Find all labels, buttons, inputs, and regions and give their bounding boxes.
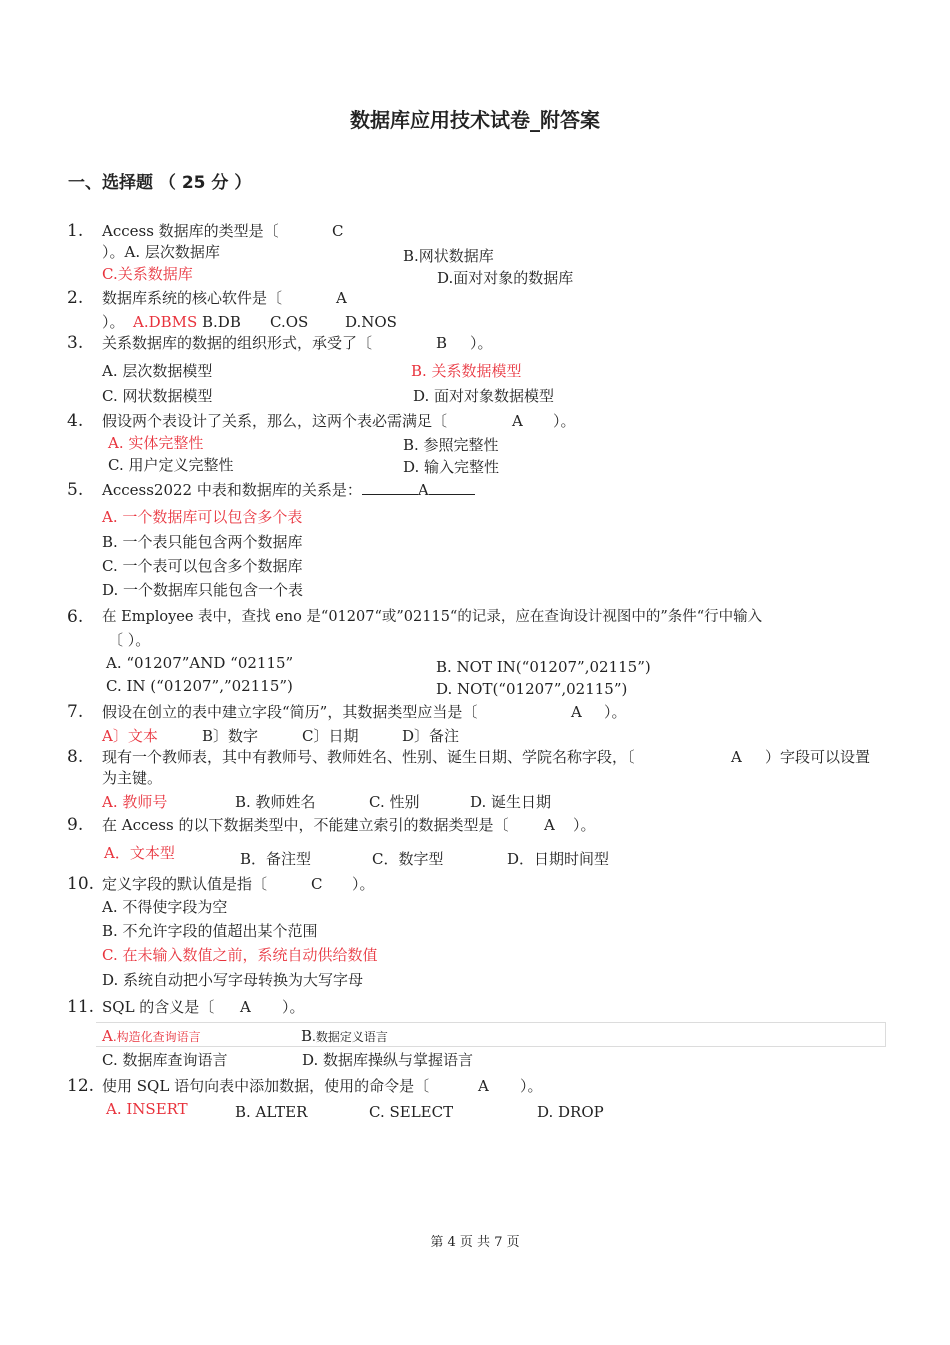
question-number: 12. [67,1076,95,1096]
option-a: A. 教师号 [102,793,168,811]
option-a: A.构造化查询语言 [102,1027,201,1045]
answer-mark: A [336,289,347,307]
option-a: ）。A. 层次数据库 [102,243,220,261]
question-close: ）。 [604,703,627,721]
option-b: B. 关系数据模型 [411,362,522,380]
section-heading: 一、选择题 （ 25 分 ） [68,173,252,193]
option-b: B．备注型 [240,850,312,868]
option-a: A. “01207”AND “02115” [106,654,294,672]
page-title: 数据库应用技术试卷_附答案 [350,108,600,132]
option-d: D. 诞生日期 [470,793,552,811]
option-a: A. 层次数据模型 [102,362,213,380]
option-a: A. 一个数据库可以包含多个表 [102,508,303,526]
option-b: B. 教师姓名 [235,793,316,811]
question-close: ）。 [553,412,576,430]
question-number: 2. [67,288,84,308]
question-stem: 定义字段的默认值是指〔 [102,875,268,893]
answer-mark: A [417,481,429,499]
option-c: C．数字型 [372,850,444,868]
option-a: A. 不得使字段为空 [102,898,228,916]
question-number: 3. [67,333,84,353]
question-number: 9. [67,815,84,835]
question-stem: 使用 SQL 语句向表中添加数据，使用的命令是〔 [102,1077,430,1095]
question-stem: Access2022 中表和数据库的关系是： A [102,480,475,500]
option-b: B. 一个表只能包含两个数据库 [102,533,303,551]
option-c: C. 数据库查询语言 [102,1051,228,1069]
question-close: 〔 ）。 [108,631,151,649]
question-number: 4. [67,411,84,431]
option-b: B〕数字 [202,727,259,745]
option-b: B. 不允许字段的值超出某个范围 [102,922,318,940]
option-d: D. 数据库操纵与掌握语言 [302,1051,474,1069]
answer-blank [362,480,418,495]
question-number: 8. [67,747,84,767]
option-c: C. 用户定义完整性 [108,456,234,474]
option-b: B. NOT IN(“01207”,02115”) [436,658,651,676]
option-b: B. ALTER [235,1103,308,1121]
option-d: D.面对对象的数据库 [437,269,574,287]
question-close: ）。 [520,1077,543,1095]
option-a: A〕文本 [102,727,158,745]
question-stem: 假设在创立的表中建立字段“简历”，其数据类型应当是〔 [102,703,478,721]
question-stem: 数据库系统的核心软件是〔 [102,289,283,307]
option-c: C. SELECT [369,1103,454,1121]
option-c: C. IN (“01207”,”02115”) [106,677,293,695]
answer-mark: B [436,334,448,352]
question-close: ）。 [352,875,375,893]
option-d: D. 系统自动把小写字母转换为大写字母 [102,971,364,989]
option-c: C.关系数据库 [102,265,193,283]
question-close: ）。 [282,998,305,1016]
answer-mark: A [512,412,523,430]
option-d: D. 一个数据库只能包含一个表 [102,581,304,599]
option-c: C. 网状数据模型 [102,387,213,405]
option-d: D. 面对对象数据模型 [413,387,555,405]
option-d: D．日期时间型 [507,850,610,868]
question-number: 11. [67,997,95,1017]
answer-mark: A [478,1077,489,1095]
answer-mark: C [332,222,344,240]
answer-mark: A [731,748,742,766]
question-continuation: 为主键。 [102,769,163,787]
option-c: C.OS [270,313,309,331]
table-rule [885,1022,886,1046]
answer-mark: A [571,703,582,721]
question-number: 6. [67,607,84,627]
option-a: A.DBMS [133,313,198,331]
option-a: A．文本型 [104,844,175,862]
option-b: B. 参照完整性 [403,436,499,454]
table-rule [96,1046,886,1047]
question-stem: 假设两个表设计了关系，那么，这两个表必需满足〔 [102,412,448,430]
answer-mark: A [240,998,251,1016]
option-b: B.DB [202,313,241,331]
question-stem: SQL 的含义是〔 [102,998,215,1016]
question-number: 1. [67,221,84,241]
option-b: B.数据定义语言 [301,1027,388,1045]
question-stem: 在 Access 的以下数据类型中，不能建立索引的数据类型是〔 [102,816,509,834]
option-d: D.NOS [345,313,397,331]
question-stem: 在 Employee 表中，查找 eno 是“01207“或”02115“的记录，应在查询设计视图中的”条件“行中输入 [102,609,763,625]
option-a: A. 实体完整性 [108,434,204,452]
answer-mark: A [544,816,555,834]
question-number: 7. [67,702,84,722]
option-d: D〕备注 [402,727,460,745]
question-close: ）。 [573,816,596,834]
option-c: C. 性别 [369,793,420,811]
option-a: A. INSERT [106,1100,188,1118]
option-c: C〕日期 [302,727,359,745]
question-number: 10. [67,874,95,894]
answer-mark: C [311,875,323,893]
question-stem: 关系数据库的数据的组织形式，承受了〔 [102,334,373,352]
answer-blank [429,480,475,495]
option-c: C. 在未输入数值之前，系统自动供给数值 [102,946,378,964]
table-rule [96,1022,886,1023]
option-d: D. DROP [537,1103,604,1121]
question-stem: 现有一个教师表，其中有教师号、教师姓名、性别、诞生日期、学院名称字段，〔 [102,748,635,766]
question-close: ）。 [470,334,493,352]
question-stem: Access 数据库的类型是〔 [102,222,279,240]
question-close: ）字段可以设置 [765,748,871,766]
option-d: D. 输入完整性 [403,458,500,476]
option-b: B.网状数据库 [403,247,494,265]
question-number: 5. [67,480,84,500]
page-footer: 第 4 页 共 7 页 [430,1235,520,1250]
question-close: ）。 [102,313,125,331]
option-c: C. 一个表可以包含多个数据库 [102,557,303,575]
option-d: D. NOT(“01207”,02115”) [436,680,628,698]
